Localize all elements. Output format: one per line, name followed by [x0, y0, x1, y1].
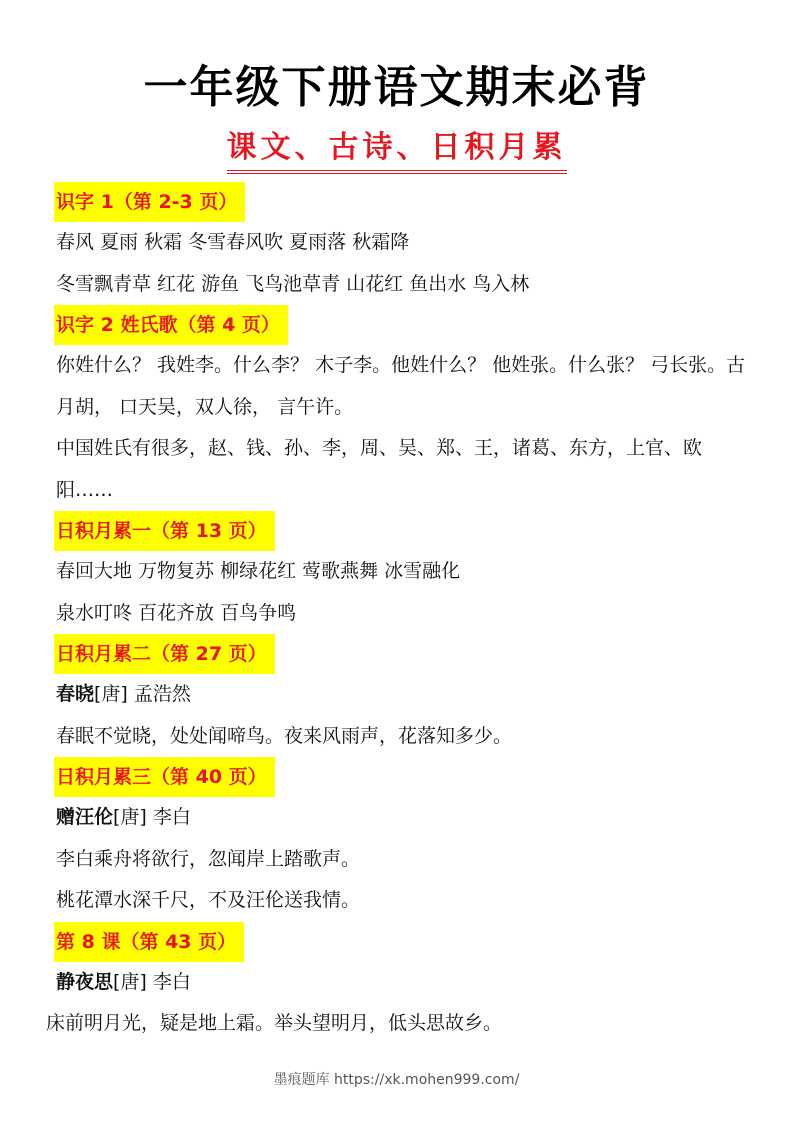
- poem-header: [56, 797, 746, 839]
- section-3: [56, 511, 746, 634]
- poem-line: 李白乘舟将欲行，忽闻岸上踏歌声。: [56, 847, 361, 870]
- poem-header: [56, 962, 746, 1004]
- text-line: 冬雪飘青草 红花 游鱼 飞鸟池草青 山花红 鱼出水 鸟入林: [56, 272, 530, 295]
- text-line: 春回大地 万物复苏 柳绿花红 莺歌燕舞 冰雪融化: [56, 560, 461, 582]
- poem-title: 静夜思: [56, 970, 114, 993]
- section-1: [56, 182, 746, 305]
- poem-author: [唐] 李白: [113, 806, 191, 828]
- page-title: 一年级下册语文期末必背: [143, 62, 650, 113]
- poem-author: [唐] 李白: [113, 970, 191, 993]
- poem-line: 桃花潭水深千尺，不及汪伦送我情。: [56, 889, 361, 911]
- section-5: [56, 757, 746, 922]
- text-paragraph: 你姓什么？ 我姓李。什么李？ 木子李。他姓什么？ 他姓张。什么张？ 弓长张。古月胡， 口天吴，双人徐， 言午许。: [56, 354, 746, 418]
- text-paragraph: 中国姓氏有很多，赵、钱、孙、李，周、吴、郑、王，诸葛、东方，上官、欧阳……: [56, 437, 703, 501]
- section-heading: 识字 2 姓氏歌（第 4 页）: [54, 305, 288, 345]
- section-6: [46, 922, 746, 1045]
- section-2: [56, 305, 746, 511]
- poem-header: [56, 674, 746, 716]
- poem-line: 床前明月光，疑是地上霜。举头望明月，低头思故乡。: [46, 1012, 503, 1034]
- section-heading: 日积月累一（第 13 页）: [54, 511, 275, 551]
- section-heading: 第 8 课（第 43 页）: [54, 922, 244, 962]
- text-line: 春风 夏雨 秋霜 冬雪春风吹 夏雨落 秋霜降: [56, 231, 410, 253]
- poem-author: [唐] 孟浩然: [94, 683, 191, 705]
- footer-watermark: 墨痕题库 https://xk.mohen999.com/: [273, 1072, 520, 1088]
- text-line: 泉水叮咚 百花齐放 百鸟争鸣: [56, 601, 297, 624]
- section-heading: 日积月累三（第 40 页）: [54, 757, 275, 797]
- section-4: [56, 634, 746, 757]
- poem-title: 赠汪伦: [56, 806, 114, 828]
- poem-line: 春眠不觉晓，处处闻啼鸟。夜来风雨声，花落知多少。: [56, 724, 513, 747]
- subtitle-container: [0, 128, 793, 174]
- section-heading: 日积月累二（第 27 页）: [54, 634, 275, 674]
- section-heading: 识字 1（第 2-3 页）: [54, 182, 245, 222]
- page-subtitle: 课文、古诗、日积月累: [227, 128, 567, 174]
- content-body: [46, 182, 746, 1045]
- poem-title: 春晓: [56, 683, 95, 705]
